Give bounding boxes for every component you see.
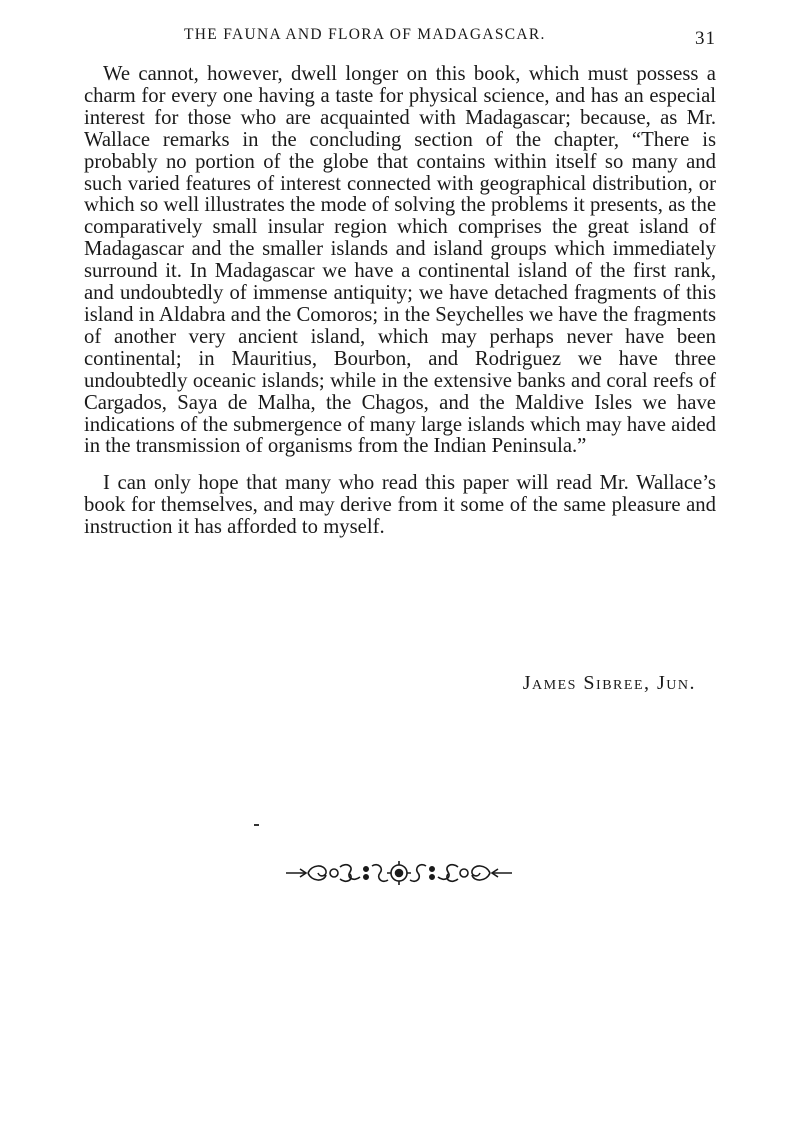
page-number: 31 xyxy=(695,28,716,49)
body-text xyxy=(84,64,716,539)
author-signature: James Sibree, Jun. xyxy=(522,672,696,694)
paragraph-2: I can only hope that many who read this paper will read Mr. Wallace’s book for themselves, and may derive from it some of the same pleasure and instruction it has afforded to myself. xyxy=(84,472,716,539)
tailpiece-ornament-icon xyxy=(284,858,514,888)
printing-speck xyxy=(254,824,259,826)
paragraph-1: We cannot, however, dwell longer on this book, which must possess a charm for every one having a taste for physical science, and has an especial interest for those who are acquainted with Madagascar; because, as Mr. Wallace remarks in the concluding section of the chapter, “There is probably no portion of the globe that contains within itself so many and such varied features of interest connected with geographical distribution, or which so well illustrates the mode of solving the problems it presents, as the comparatively small insular region which comprises the great island of Madagascar and the smaller islands and island groups which immediately surround it. In Madagascar we have a continental island of the first rank, and undoubtedly of immense antiquity; we have detached fragments of this island in Aldabra and the Comoros; in the Seychelles we have the fragments of another very ancient island, which may perhaps never have been continental; in Mauritius, Bourbon, and Rodriguez we have three undoubtedly oceanic islands; while in the extensive banks and coral reefs of Cargados, Saya de Malha, the Chagos, and the Maldive Isles we have indications of the submergence of many large islands which may have aided in the transmission of organisms from the Indian Peninsula.” xyxy=(84,63,716,458)
running-title: THE FAUNA AND FLORA OF MADAGASCAR. xyxy=(184,26,546,43)
page-header xyxy=(84,26,716,50)
